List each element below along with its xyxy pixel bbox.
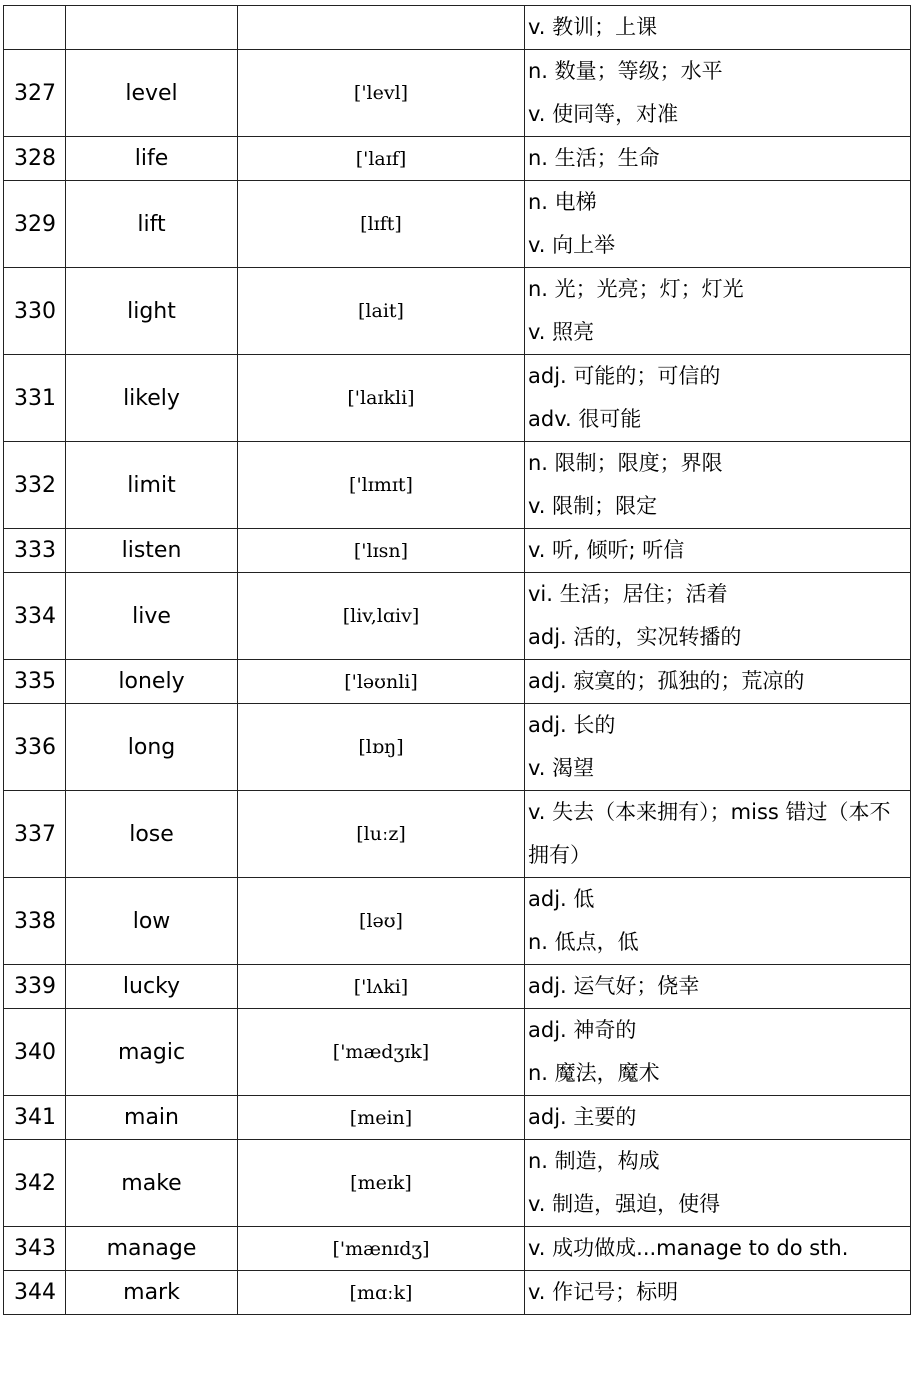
entry-word: manage [66,1227,238,1271]
entry-phonetic: ['mænɪdʒ] [238,1227,525,1271]
table-row [4,6,911,50]
table-row [4,573,911,660]
definition-line: adj. 寂寞的；孤独的；荒凉的 [528,669,805,693]
definition-line: n. 数量；等级；水平 [528,59,723,83]
definition-line: v. 向上举 [528,233,616,257]
entry-word: long [66,704,238,791]
entry-phonetic: [lait] [238,268,525,355]
definition-line: 拥有） [528,843,591,867]
table-row [4,50,911,137]
definition-line: adj. 运气好；侥幸 [528,974,700,998]
entry-word: magic [66,1009,238,1096]
entry-number: 339 [4,965,66,1009]
entry-word: live [66,573,238,660]
entry-word: lift [66,181,238,268]
entry-number: 329 [4,181,66,268]
table-row [4,181,911,268]
vocabulary-table [3,5,911,1315]
entry-word: light [66,268,238,355]
entry-number: 331 [4,355,66,442]
definition-line: adj. 可能的；可信的 [528,364,721,388]
entry-definition [525,529,911,573]
definition-line: v. 教训；上课 [528,15,658,39]
entry-word: likely [66,355,238,442]
entry-number: 335 [4,660,66,704]
entry-word: mark [66,1271,238,1315]
entry-phonetic: ['laɪkli] [238,355,525,442]
entry-word: make [66,1140,238,1227]
entry-phonetic: ['laɪf] [238,137,525,181]
definition-line: adj. 活的，实况转播的 [528,625,742,649]
table-row [4,660,911,704]
entry-number: 330 [4,268,66,355]
definition-line: v. 失去（本来拥有）；miss 错过（本不 [528,800,891,824]
definition-line: v. 使同等，对准 [528,102,679,126]
definition-line: n. 低点，低 [528,930,639,954]
entry-number: 336 [4,704,66,791]
definition-line: adj. 低 [528,887,595,911]
entry-definition [525,6,911,50]
entry-definition [525,791,911,878]
table-row [4,791,911,878]
definition-line: n. 制造，构成 [528,1149,660,1173]
entry-word: listen [66,529,238,573]
definition-line: adj. 长的 [528,713,616,737]
definition-line: n. 生活；生命 [528,146,660,170]
definition-line: adj. 神奇的 [528,1018,637,1042]
vocabulary-table-body [4,6,911,1315]
entry-word: lonely [66,660,238,704]
entry-word: limit [66,442,238,529]
table-row [4,1271,911,1315]
entry-phonetic [238,6,525,50]
definition-line: n. 魔法，魔术 [528,1061,660,1085]
table-row [4,704,911,791]
entry-number: 332 [4,442,66,529]
entry-phonetic: [lɒŋ] [238,704,525,791]
definition-line: vi. 生活；居住；活着 [528,582,728,606]
entry-definition [525,268,911,355]
definition-line: v. 照亮 [528,320,595,344]
entry-definition [525,965,911,1009]
entry-phonetic: ['levl] [238,50,525,137]
table-row [4,965,911,1009]
entry-number: 340 [4,1009,66,1096]
entry-phonetic: [mein] [238,1096,525,1140]
entry-phonetic: ['ləʊnli] [238,660,525,704]
table-row [4,137,911,181]
entry-definition [525,704,911,791]
entry-word: lucky [66,965,238,1009]
table-row [4,1009,911,1096]
table-row [4,1227,911,1271]
entry-definition [525,1227,911,1271]
entry-definition [525,137,911,181]
entry-number: 334 [4,573,66,660]
definition-line: v. 渴望 [528,756,595,780]
entry-number: 342 [4,1140,66,1227]
entry-number: 338 [4,878,66,965]
entry-word: main [66,1096,238,1140]
definition-line: n. 限制；限度；界限 [528,451,723,475]
entry-phonetic: [mɑːk] [238,1271,525,1315]
table-row [4,355,911,442]
definition-line: v. 制造，强迫，使得 [528,1192,721,1216]
definition-line: v. 作记号；标明 [528,1280,679,1304]
entry-phonetic: [meɪk] [238,1140,525,1227]
entry-number [4,6,66,50]
entry-definition [525,355,911,442]
definition-line: adv. 很可能 [528,407,642,431]
entry-number: 344 [4,1271,66,1315]
entry-definition [525,573,911,660]
entry-number: 341 [4,1096,66,1140]
entry-definition [525,442,911,529]
entry-number: 328 [4,137,66,181]
entry-phonetic: [luːz] [238,791,525,878]
entry-phonetic: ['mædʒɪk] [238,1009,525,1096]
definition-line: n. 光；光亮；灯；灯光 [528,277,744,301]
definition-line: n. 电梯 [528,190,597,214]
definition-line: adj. 主要的 [528,1105,637,1129]
entry-phonetic: [ləʊ] [238,878,525,965]
entry-definition [525,1140,911,1227]
table-row [4,268,911,355]
entry-word: life [66,137,238,181]
entry-word [66,6,238,50]
entry-definition [525,181,911,268]
table-row [4,878,911,965]
entry-phonetic: [lɪft] [238,181,525,268]
table-row [4,1140,911,1227]
entry-word: level [66,50,238,137]
definition-line: v. 听, 倾听; 听信 [528,538,685,562]
entry-phonetic: ['lɪmɪt] [238,442,525,529]
entry-definition [525,1009,911,1096]
entry-phonetic: [liv,lɑiv] [238,573,525,660]
entry-definition [525,660,911,704]
entry-phonetic: ['lʌki] [238,965,525,1009]
entry-definition [525,1271,911,1315]
table-row [4,1096,911,1140]
entry-phonetic: ['lɪsn] [238,529,525,573]
entry-word: lose [66,791,238,878]
entry-definition [525,878,911,965]
table-row [4,442,911,529]
entry-number: 333 [4,529,66,573]
entry-definition [525,50,911,137]
entry-number: 343 [4,1227,66,1271]
entry-definition [525,1096,911,1140]
entry-word: low [66,878,238,965]
definition-line: v. 成功做成...manage to do sth. [528,1236,849,1260]
entry-number: 327 [4,50,66,137]
entry-number: 337 [4,791,66,878]
definition-line: v. 限制；限定 [528,494,658,518]
table-row [4,529,911,573]
